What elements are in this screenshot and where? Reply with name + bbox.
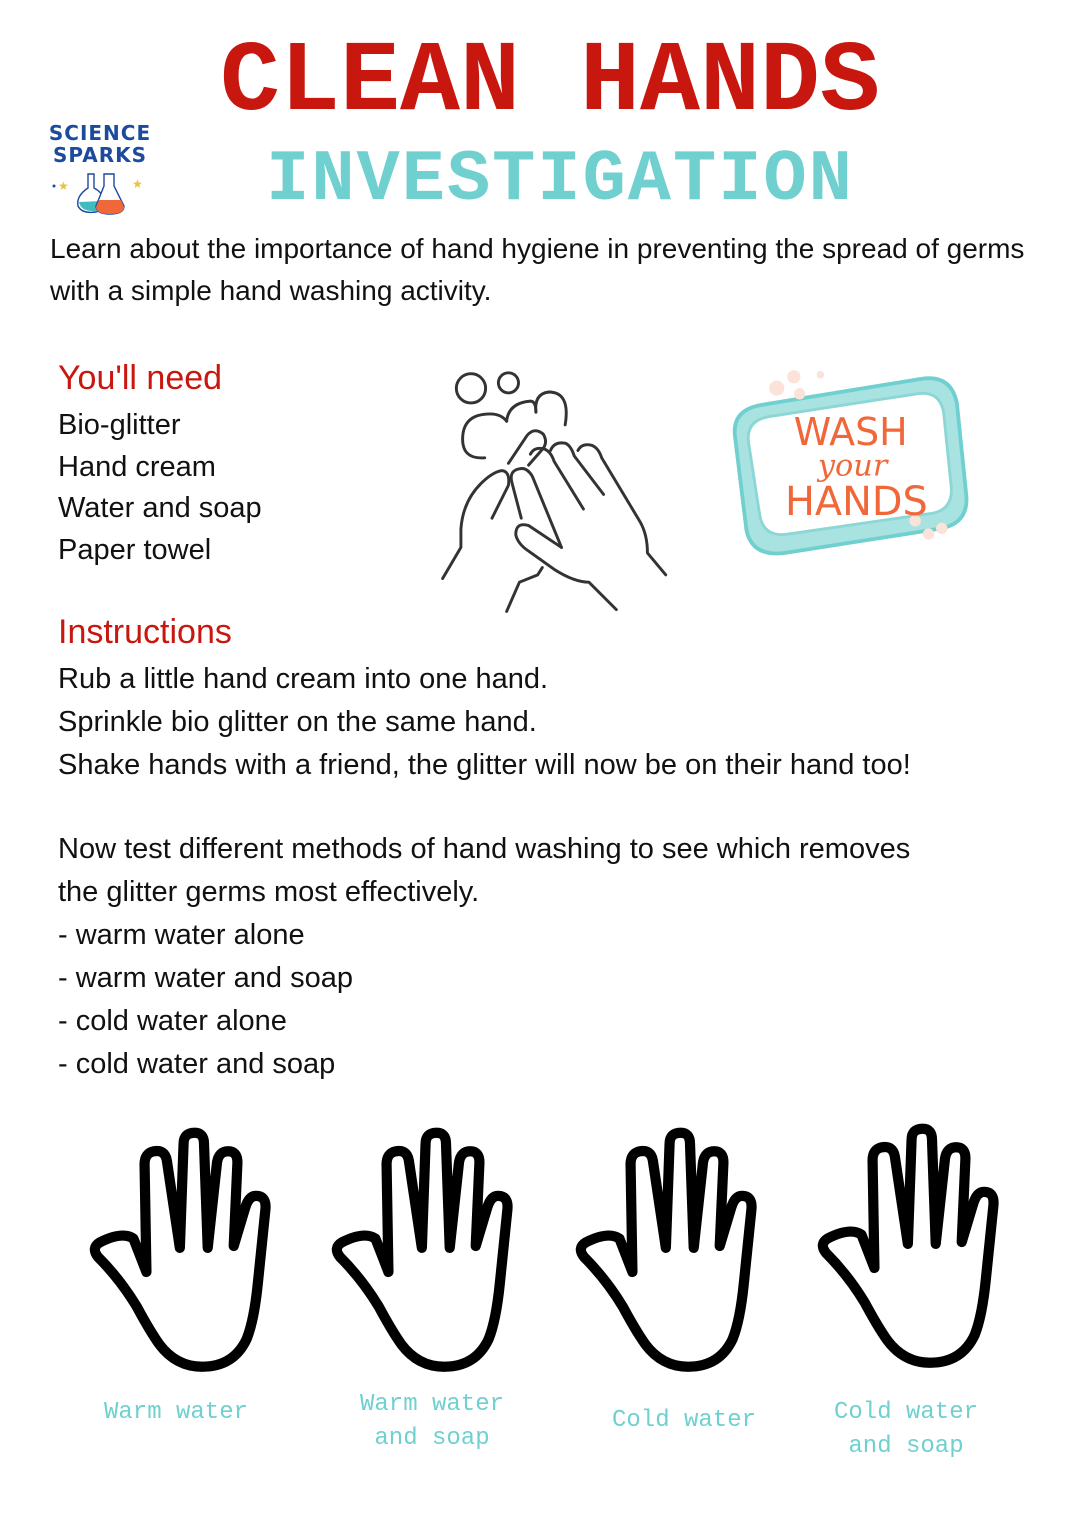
logo-line1: SCIENCE xyxy=(48,121,152,145)
youll-need-heading: You'll need xyxy=(58,359,223,397)
science-sparks-logo xyxy=(48,122,152,218)
materials-list xyxy=(58,405,262,571)
hands-washing-icon xyxy=(428,352,684,624)
svg-text:★: ★ xyxy=(132,177,143,191)
instructions-heading: Instructions xyxy=(58,613,232,651)
svg-text:★: ★ xyxy=(58,179,69,193)
method-item: - cold water and soap xyxy=(58,1048,336,1080)
hand-label-warm-water-soap: Warm water and soap xyxy=(359,1391,505,1452)
hand-outline-icon xyxy=(558,1116,770,1376)
list-item: Hand cream xyxy=(58,450,216,483)
hand-label-cold-water: Cold water xyxy=(611,1407,757,1434)
hand-label-warm-water: Warm water xyxy=(103,1399,249,1426)
page-subtitle: INVESTIGATION xyxy=(266,139,854,221)
soap-text-hands: HANDS xyxy=(785,479,928,526)
test-methods-block xyxy=(58,828,1048,1086)
hand-outline-icon xyxy=(314,1116,526,1376)
hand-outline-icon xyxy=(800,1112,1012,1372)
method-item: - warm water and soap xyxy=(58,962,353,994)
test-intro-line2: the glitter germs most effectively. xyxy=(58,876,480,908)
hand-outline-icon xyxy=(72,1116,284,1376)
hand-label-cold-water-soap: Cold water and soap xyxy=(833,1399,979,1460)
list-item: Water and soap xyxy=(58,492,262,524)
method-item: - warm water alone xyxy=(58,919,305,951)
wash-your-hands-soap-icon xyxy=(718,354,974,572)
soap-text-your: your xyxy=(817,448,888,484)
list-item: Paper towel xyxy=(58,533,212,566)
instruction-step: Shake hands with a friend, the glitter will now be on their hand too! xyxy=(58,749,911,781)
intro-paragraph: Learn about the importance of hand hygiene in preventing the spread of germs with a simple hand washing activity. xyxy=(50,233,1025,306)
instructions-list xyxy=(58,658,911,787)
instruction-step: Sprinkle bio glitter on the same hand. xyxy=(58,706,537,738)
method-item: - cold water alone xyxy=(58,1005,287,1037)
soap-text-wash: WASH xyxy=(793,409,908,454)
flask-icon xyxy=(48,166,152,216)
logo-line2: SPARKS xyxy=(52,143,147,167)
list-item: Bio-glitter xyxy=(58,409,181,441)
page-title: CLEAN HANDS xyxy=(219,27,881,140)
instruction-step: Rub a little hand cream into one hand. xyxy=(58,663,549,695)
test-intro-line1: Now test different methods of hand washing to see which removes xyxy=(58,833,911,865)
